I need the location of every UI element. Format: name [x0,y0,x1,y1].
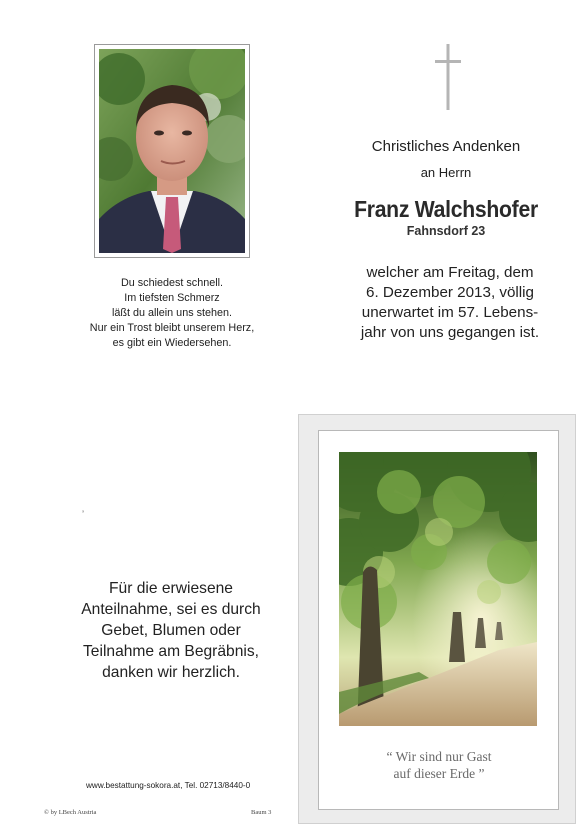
death-notice-line: 6. Dezember 2013, völlig [366,284,534,301]
stray-mark: ’ [82,509,84,519]
thanks-line: Für die erwiesene [109,580,233,597]
portrait-photo [94,44,250,258]
poem-line: es gibt ein Wiedersehen. [112,337,232,349]
death-notice-line: unerwartet im 57. Lebens- [361,304,539,321]
deceased-name: Franz Walchshofer [354,196,538,222]
deceased-address: Fahnsdorf 23 [406,224,486,238]
quote-line: “ Wir sind nur Gast [386,749,492,764]
card-quote [330,748,548,782]
poem-line: Im tiefsten Schmerz [124,292,220,304]
funeral-home-contact: www.bestattung-sokora.at, Tel. 02713/8440-0 [86,781,251,790]
tree-path-illustration [339,452,537,726]
death-notice-line: welcher am Freitag, dem [366,264,534,281]
poem-line: Nur ein Trost bleibt unserem Herz, [89,322,255,334]
design-code: Baum 3 [251,809,272,816]
cross-icon [435,44,461,110]
poem-line: läßt du allein uns stehen. [111,307,233,319]
salutation: an Herrn [420,165,472,180]
death-notice-line: jahr von uns gegangen ist. [360,324,540,341]
poem-line: Du schiedest schnell. [120,277,224,289]
tree-path-image [339,452,537,726]
death-notice [332,263,568,343]
thanks-text [60,578,282,683]
portrait-illustration [99,49,245,253]
poem [40,276,304,351]
thanks-line: Gebet, Blumen oder [101,622,241,639]
copyright-note: © by LBech Austria [44,809,97,816]
quote-line: auf dieser Erde ” [393,766,485,781]
thanks-line: Teilnahme am Begräbnis, [83,643,259,660]
thanks-line: Anteilnahme, sei es durch [81,601,261,618]
memorial-heading: Christliches Andenken [371,138,521,155]
thanks-line: danken wir herzlich. [102,664,240,681]
